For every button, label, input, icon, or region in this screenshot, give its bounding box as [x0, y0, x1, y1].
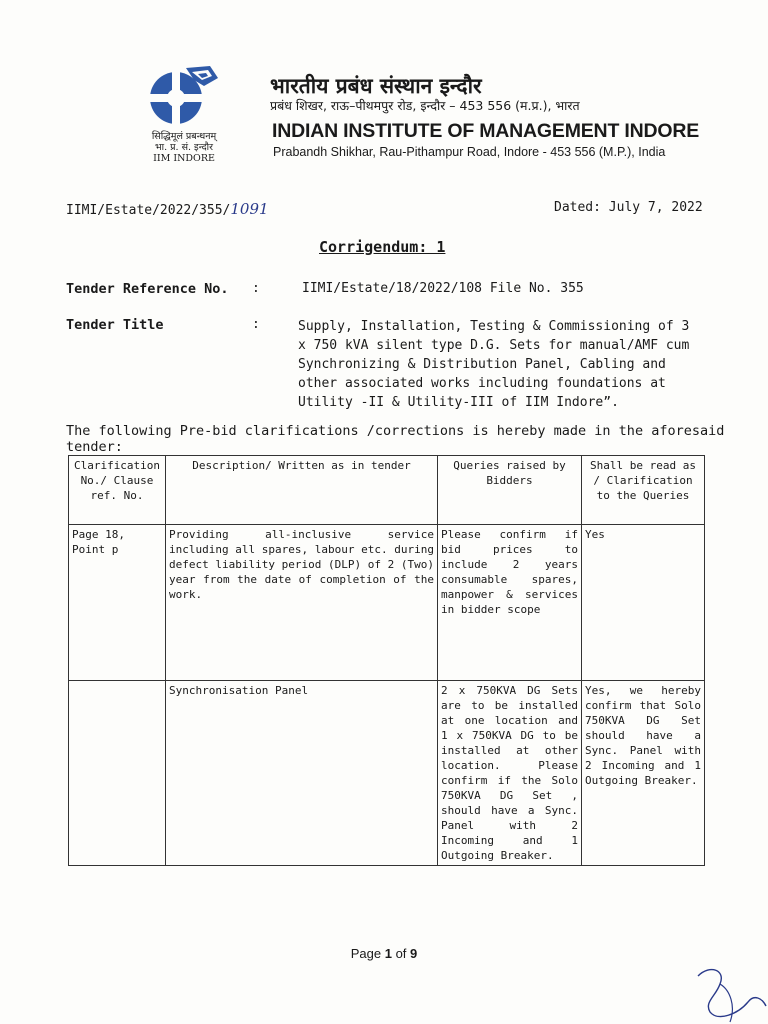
- tender-reference-colon: :: [252, 281, 260, 296]
- row-clarification: Yes: [582, 525, 705, 681]
- page-word: Page: [350, 946, 382, 961]
- institute-address-hindi: प्रबंध शिखर, राऊ–पीथमपुर रोड, इन्दौर – 453 556 (म.प्र.), भारत: [270, 98, 580, 113]
- row-clause: Page 18, Point p: [69, 525, 166, 681]
- clarification-table: [68, 455, 705, 866]
- document-date: Dated: July 7, 2022: [554, 200, 703, 215]
- tender-title-colon: :: [252, 317, 260, 332]
- tender-reference-label: Tender Reference No.: [66, 281, 229, 297]
- reference-number-text: IIMI/Estate/2022/355/: [66, 203, 231, 218]
- reference-number: [66, 200, 269, 218]
- institute-title-hindi: भारतीय प्रबंध संस्थान इन्दौर: [270, 74, 482, 98]
- header-description: Description/ Written as in tender: [166, 456, 438, 525]
- header-clause: Clarification No./ Clause ref. No.: [69, 456, 166, 525]
- row-query: 2 x 750KVA DG Sets are to be installed at one location and 1 x 750KVA DG to be installed at other location. Please confirm if the Solo 750KVA DG Set , should have a Sync. Panel with 2 Incoming and 1 Outgoing Breaker.: [438, 681, 582, 866]
- row-clause: [69, 681, 166, 866]
- row-description: Providing all-inclusive service including all spares, labour etc. during defect liability period (DLP) of 2 (Two) year from the date of completion of the work.: [166, 525, 438, 681]
- logo-caption-hi: भा. प्र. सं. इन्दौर: [154, 142, 214, 153]
- row-clarification: Yes, we hereby confirm that Solo 750KVA DG Set should have a Sync. Panel with 2 Incoming and 1 Outgoing Breaker.: [582, 681, 705, 866]
- table-header-row: [69, 456, 705, 525]
- row-description: Synchronisation Panel: [166, 681, 438, 866]
- row-query: Please confirm if bid prices to include 2 years consumable spares, manpower & services in bidder scope: [438, 525, 582, 681]
- table-row: [69, 525, 705, 681]
- logo-caption-en: IIM INDORE: [153, 153, 215, 164]
- reference-number-handwritten: 1091: [230, 200, 269, 218]
- signature-mark: [690, 962, 768, 1024]
- tender-title-value: Supply, Installation, Testing & Commissioning of 3 x 750 kVA silent type D.G. Sets for manual/AMF cum Synchronizing & Distribution Panel, Cabling and other associated works including foundations at Utility -II & Utility-III of IIM Indore”.: [298, 319, 690, 410]
- tender-reference-value: IIMI/Estate/18/2022/108 File No. 355: [302, 281, 584, 296]
- tender-title-label: Tender Title: [66, 317, 164, 333]
- logo-caption-motto: सिद्धिमूलं प्रबन्धनम्: [151, 131, 217, 142]
- page-total: 9: [410, 946, 418, 961]
- header-queries: Queries raised by Bidders: [438, 456, 582, 525]
- page-number: [0, 946, 768, 961]
- institute-title-english: INDIAN INSTITUTE OF MANAGEMENT INDORE: [272, 120, 700, 142]
- institute-address-english: Prabandh Shikhar, Rau-Pithampur Road, Indore - 453 556 (M.P.), India: [273, 145, 666, 159]
- table-row: [69, 681, 705, 866]
- corrigendum-title: Corrigendum: 1: [319, 238, 446, 256]
- page-current: 1: [384, 946, 392, 961]
- intro-paragraph: The following Pre-bid clarifications /corrections is hereby made in the aforesaid tender:: [66, 423, 725, 455]
- logo-caption: [134, 131, 234, 164]
- page-of: of: [395, 946, 407, 961]
- header-clarification: Shall be read as / Clarification to the Queries: [582, 456, 705, 525]
- iim-indore-logo: [146, 60, 222, 130]
